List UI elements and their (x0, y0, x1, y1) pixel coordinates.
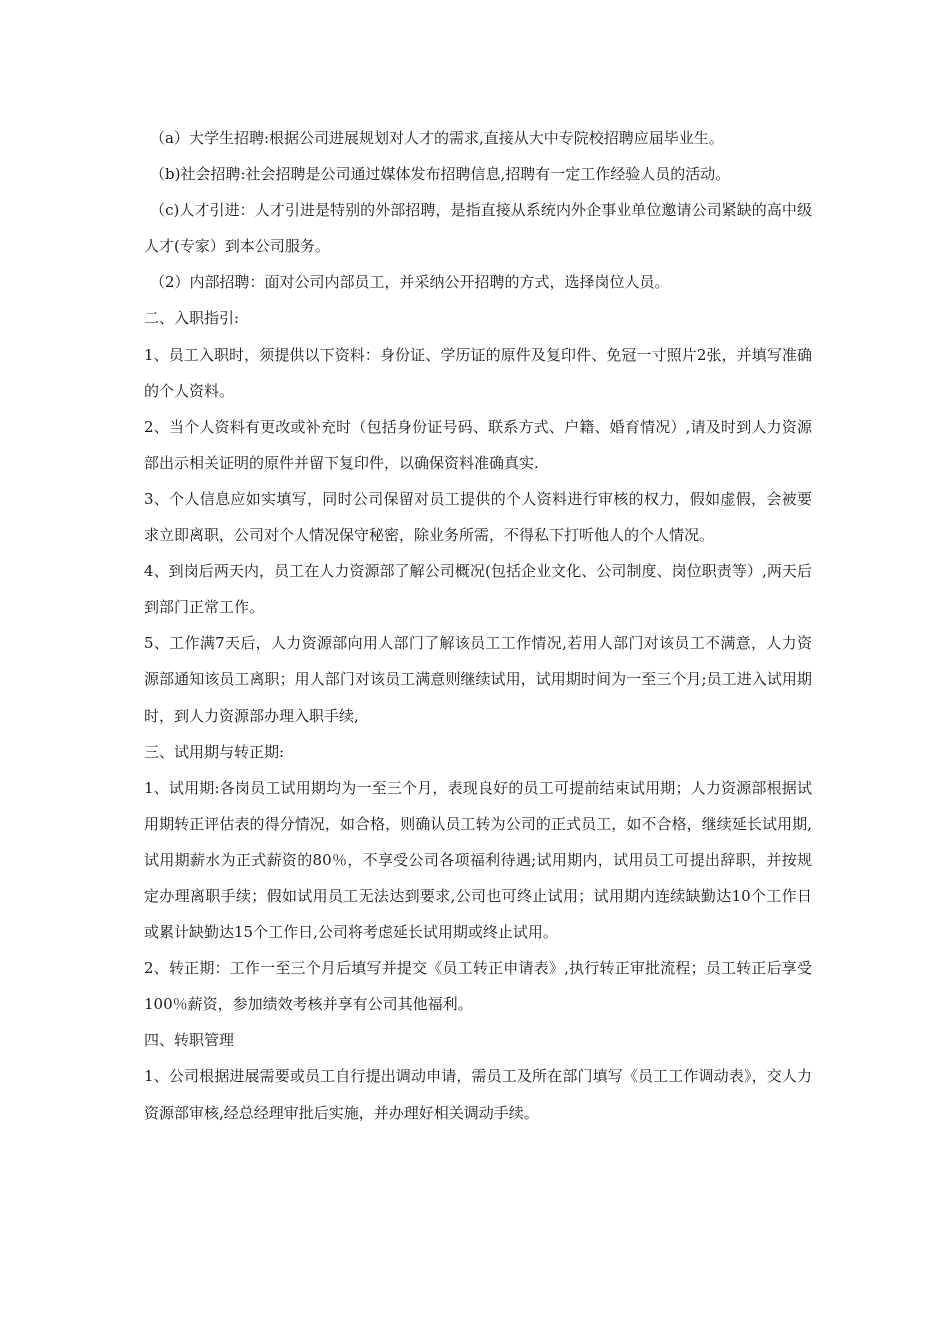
paragraph-internal-recruitment: （2）内部招聘：面对公司内部员工，并采纳公开招聘的方式，选择岗位人员。 (150, 273, 670, 292)
paragraph-probation-1: 1、试用期:各岗员工试用期均为一至三个月，表现良好的员工可提前结束试用期；人力资源部根据试用期转正评估表的得分情况，如合格，则确认员工转为公司的正式员工，如不合格，继续延长试用期,试用期薪水为正式薪资的80％，不享受公司各项福利待遇;试用期内，试用员工可提出辞职，并按规定办理离职手续；假如试用员工无法达到要求,公司也可终止试用；试用期内连续缺勤达10个工作日或累计缺勤达15个工作日,公司将考虑延长试用期或终止试用。 (144, 778, 812, 942)
paragraph-onboarding-3: 3、个人信息应如实填写，同时公司保留对员工提供的个人资料进行审核的权力，假如虚假，会被要求立即离职，公司对个人情况保守秘密，除业务所需，不得私下打听他人的个人情况。 (144, 489, 812, 545)
document-body (144, 120, 812, 1131)
paragraph-onboarding-4: 4、到岗后两天内，员工在人力资源部了解公司概况(包括企业文化、公司制度、岗位职责等）,两天后到部门正常工作。 (144, 562, 812, 617)
paragraph-probation-2: 2、转正期：工作一至三个月后填写并提交《员工转正申请表》,执行转正审批流程；员工转正后享受100％薪资，参加绩效考核并享有公司其他福利。 (144, 959, 812, 1014)
paragraph-graduate-recruitment: （a）大学生招聘:根据公司进展规划对人才的需求,直接从大中专院校招聘应届毕业生。 (150, 129, 724, 147)
section-heading-onboarding: 二、入职指引: (144, 309, 240, 328)
paragraph-social-recruitment: （b)社会招聘:社会招聘是公司通过媒体发布招聘信息,招聘有一定工作经验人员的活动。 (150, 165, 731, 184)
section-heading-transfer: 四、转职管理 (144, 1031, 235, 1050)
paragraph-talent-introduction: （c)人才引进：人才引进是特别的外部招聘，是指直接从系统内外企事业单位邀请公司紧缺的高中级人才(专家）到本公司服务。 (144, 201, 812, 256)
paragraph-onboarding-5: 5、工作满7天后，人力资源部向用人部门了解该员工工作情况,若用人部门对该员工不满意，人力资源部通知该员工离职；用人部门对该员工满意则继续试用，试用期时间为一至三个月;员工进入试用期时，到人力资源部办理入职手续, (144, 634, 812, 725)
paragraph-onboarding-1: 1、员工入职时，须提供以下资料：身份证、学历证的原件及复印件、免冠一寸照片2张，并填写准确的个人资料。 (144, 345, 812, 400)
section-heading-probation: 三、试用期与转正期: (144, 742, 285, 761)
paragraph-onboarding-2: 2、当个人资料有更改或补充时（包括身份证号码、联系方式、户籍、婚育情况）,请及时到人力资源部出示相关证明的原件并留下复印件，以确保资料准确真实. (144, 417, 812, 472)
paragraph-transfer-1: 1、公司根据进展需要或员工自行提出调动申请，需员工及所在部门填写《员工工作调动表》，交人力资源部审核,经总经理审批后实施，并办理好相关调动手续。 (144, 1067, 812, 1122)
